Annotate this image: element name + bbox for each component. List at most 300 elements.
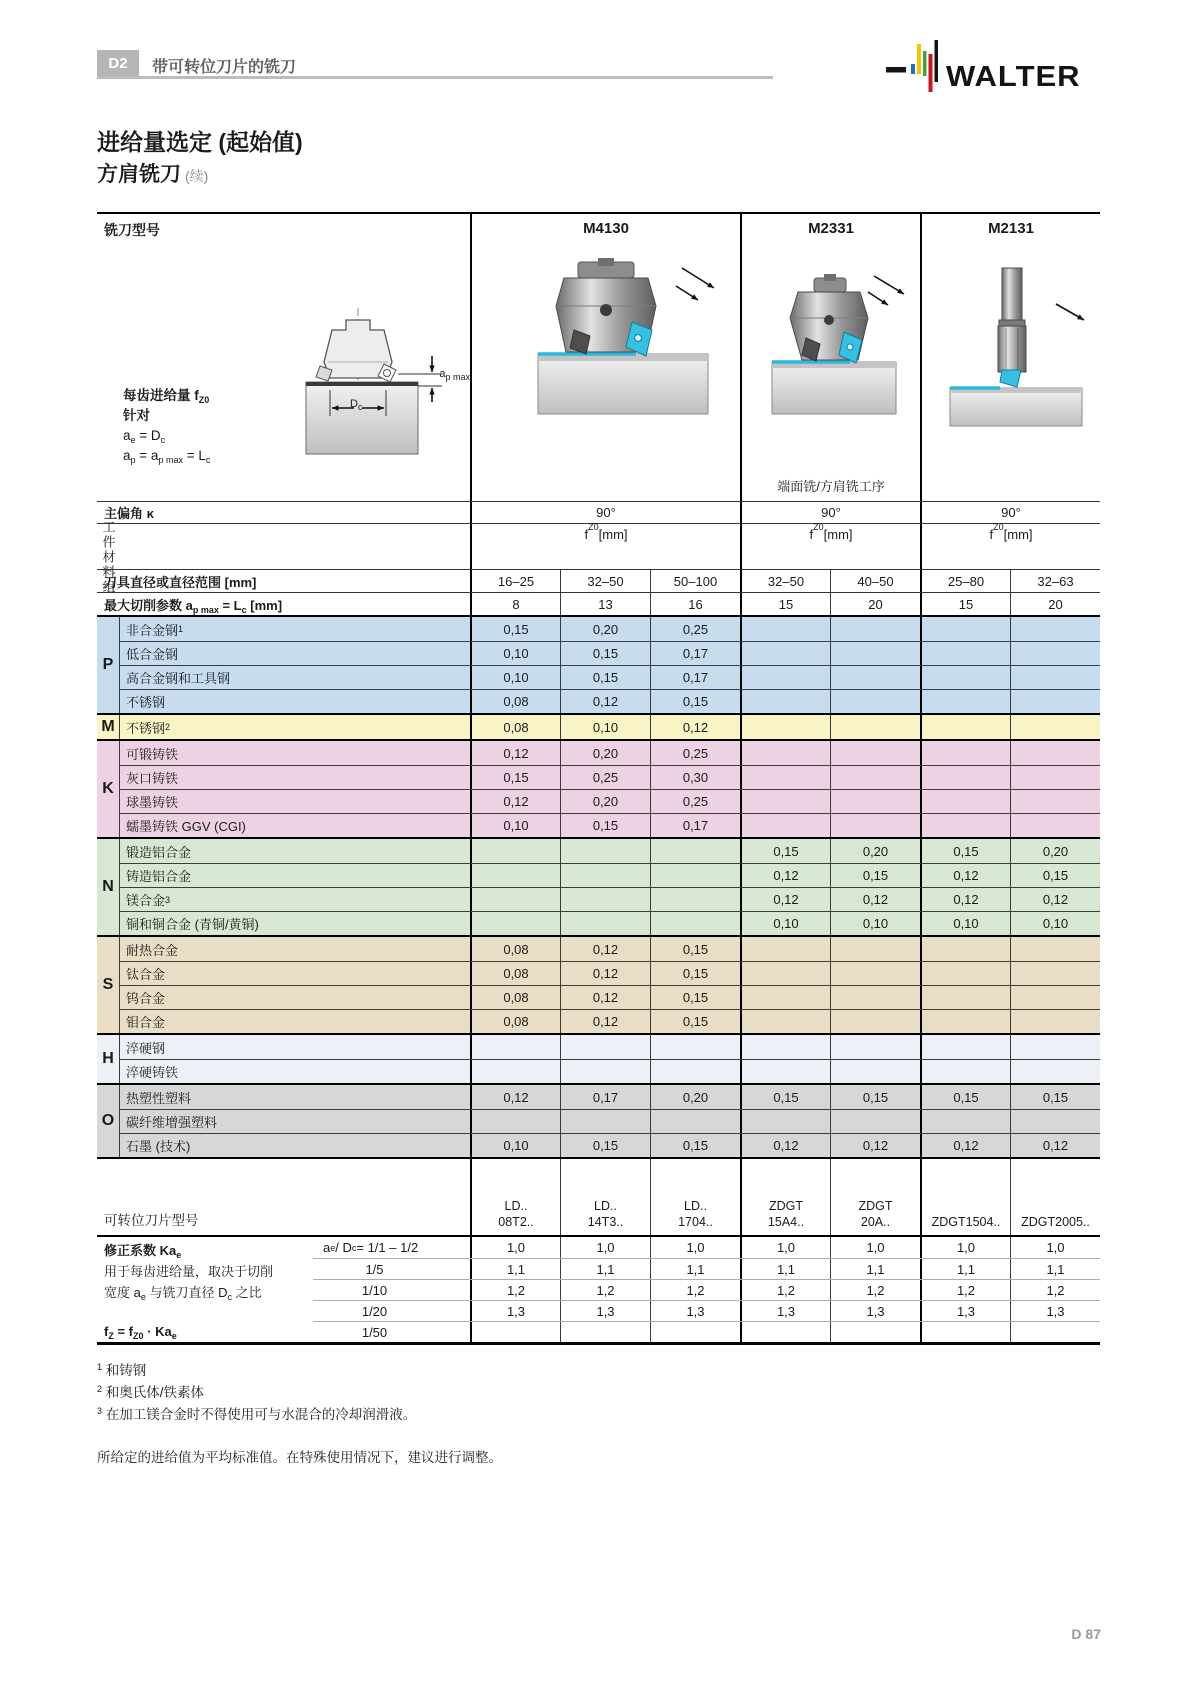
feed-value-cell: 0,15 <box>470 766 560 789</box>
apmax-value: 15 <box>920 593 1010 615</box>
material-row <box>119 1109 1100 1133</box>
approach-angle-value: 90° <box>470 502 740 523</box>
material-row <box>119 911 1100 935</box>
feed-value-cell <box>1010 814 1100 837</box>
kae-value-cell: 1,2 <box>650 1280 740 1300</box>
model-name: M2331 <box>808 220 854 237</box>
insert-type-cell: LD.. 14T3.. <box>560 1159 650 1235</box>
group-letter: O <box>101 1112 115 1129</box>
kae-value-cell <box>650 1322 740 1342</box>
material-name: 铸造铝合金 <box>119 864 470 887</box>
diameter-row <box>97 570 1100 593</box>
feed-value-cell: 0,12 <box>470 1085 560 1109</box>
feed-value-cell: 0,12 <box>1010 888 1100 911</box>
material-name: 钼合金 <box>119 1010 470 1033</box>
group-letter: H <box>102 1050 114 1067</box>
material-row <box>119 689 1100 713</box>
group-letter: M <box>101 718 115 735</box>
material-name: 钨合金 <box>119 986 470 1009</box>
feed-value-cell: 0,08 <box>470 1010 560 1033</box>
feed-value-cell: 0,20 <box>560 617 650 641</box>
feed-value-cell <box>740 1035 830 1059</box>
approach-angle-row <box>97 502 1100 524</box>
diameter-range-value: 25–80 <box>920 570 1010 592</box>
material-name: 石墨 (技术) <box>119 1134 470 1157</box>
feed-value-cell <box>920 1060 1010 1083</box>
feed-value-cell <box>1010 937 1100 961</box>
feed-value-cell <box>920 690 1010 713</box>
material-group-side-label: 工件材料组 <box>100 519 116 595</box>
material-row <box>119 1133 1100 1157</box>
feed-value-cell <box>740 1010 830 1033</box>
kae-value-cell: 1,3 <box>920 1301 1010 1321</box>
material-name: 钛合金 <box>119 962 470 985</box>
ae-dc-ratio: 1/10 <box>361 1282 388 1298</box>
kae-value-cell: 1,3 <box>470 1301 560 1321</box>
material-name: 不锈钢 <box>119 690 470 713</box>
feed-value-cell: 0,30 <box>650 766 740 789</box>
feed-value-cell <box>740 1060 830 1083</box>
feed-value-cell <box>1010 666 1100 689</box>
feed-value-cell <box>470 1110 560 1133</box>
schematic-drawing <box>266 304 466 489</box>
feed-value-cell: 0,15 <box>830 1085 920 1109</box>
kae-value-cell: 1,0 <box>470 1237 560 1258</box>
feed-value-cell: 0,12 <box>470 741 560 765</box>
feed-value-cell <box>830 790 920 813</box>
fz0-unit-label: f Z0 [mm] <box>920 524 1100 569</box>
kae-value-cell: 1,1 <box>1010 1259 1100 1279</box>
apmax-label: 最大切削参数 $a_{p max} = L_c$ [mm] <box>104 597 283 615</box>
feed-value-cell <box>560 1060 650 1083</box>
kae-value-cell: 1,3 <box>650 1301 740 1321</box>
feed-value-cell <box>740 790 830 813</box>
material-name: 低合金钢 <box>119 642 470 665</box>
feed-value-cell <box>740 666 830 689</box>
material-row <box>119 937 1100 961</box>
kae-row <box>313 1321 1100 1342</box>
feed-value-cell: 0,08 <box>470 715 560 739</box>
brand-name: WALTER <box>946 60 1081 93</box>
kae-value-cell: 1,2 <box>560 1280 650 1300</box>
model-name: M2131 <box>988 220 1034 237</box>
feed-value-cell: 0,20 <box>830 839 920 863</box>
feed-value-cell: 0,12 <box>920 888 1010 911</box>
feed-value-cell: 0,17 <box>650 642 740 665</box>
feed-value-cell <box>920 1110 1010 1133</box>
kae-value-cell: 1,3 <box>1010 1301 1100 1321</box>
feed-value-cell: 0,08 <box>470 937 560 961</box>
feed-value-cell: 0,12 <box>1010 1134 1100 1157</box>
feed-value-cell <box>830 937 920 961</box>
feed-value-cell: 0,15 <box>560 814 650 837</box>
feed-value-cell <box>1010 766 1100 789</box>
feed-value-cell <box>830 1035 920 1059</box>
kae-row <box>313 1279 1100 1300</box>
ae-dc-ratio: a e / D c = 1/1 – 1/2 <box>323 1240 419 1255</box>
material-row <box>119 741 1100 765</box>
feed-value-cell <box>920 617 1010 641</box>
apmax-value: 20 <box>830 593 920 615</box>
feed-value-cell: 0,08 <box>470 690 560 713</box>
cutter-type-label: 铣刀型号 <box>104 222 160 238</box>
feed-value-cell <box>1010 790 1100 813</box>
kae-description-1: 用于每齿进给量，取决于切削 <box>104 1264 274 1279</box>
kae-value-cell: 1,2 <box>920 1280 1010 1300</box>
feed-value-cell <box>1010 642 1100 665</box>
material-name: 可锻铸铁 <box>119 741 470 765</box>
feed-value-cell: 0,20 <box>650 1085 740 1109</box>
apmax-value: 13 <box>560 593 650 615</box>
feed-value-cell <box>830 642 920 665</box>
material-name: 蠕墨铸铁 GGV (CGI) <box>119 814 470 837</box>
feed-value-cell: 0,17 <box>560 1085 650 1109</box>
feed-rate-table <box>97 212 1100 1345</box>
feed-value-cell <box>560 912 650 935</box>
feed-value-cell <box>650 864 740 887</box>
material-name: 热塑性塑料 <box>119 1085 470 1109</box>
feed-value-cell <box>470 888 560 911</box>
fz0-header-row <box>97 524 1100 570</box>
approach-angle-value: 90° <box>740 502 920 523</box>
kae-value-cell: 1,3 <box>740 1301 830 1321</box>
correction-factor-section <box>97 1237 1100 1345</box>
kae-value-cell: 1,3 <box>560 1301 650 1321</box>
kae-title: 修正系数 $Ka_e$ <box>104 1243 182 1260</box>
kae-row <box>313 1237 1100 1258</box>
feed-value-cell <box>920 715 1010 739</box>
model-column-M4130 <box>470 214 740 501</box>
material-name: 不锈钢 2 <box>119 715 470 739</box>
material-row <box>119 863 1100 887</box>
diameter-range-value: 32–50 <box>740 570 830 592</box>
material-row <box>119 789 1100 813</box>
model-name: M4130 <box>583 220 629 237</box>
feed-value-cell <box>650 839 740 863</box>
ae-dc-ratio: 1/20 <box>361 1303 388 1319</box>
group-letter: K <box>102 780 114 797</box>
material-row <box>119 1085 1100 1109</box>
feed-value-cell: 0,10 <box>470 1134 560 1157</box>
material-group-O <box>97 1083 1100 1157</box>
apmax-row <box>97 593 1100 615</box>
material-group-S <box>97 935 1100 1033</box>
feed-value-cell: 0,15 <box>740 1085 830 1109</box>
material-row <box>119 1059 1100 1083</box>
feed-value-cell <box>920 1035 1010 1059</box>
feed-value-cell <box>1010 690 1100 713</box>
feed-value-cell: 0,08 <box>470 962 560 985</box>
feed-value-cell <box>1010 962 1100 985</box>
kae-row <box>313 1258 1100 1279</box>
kae-value-cell <box>830 1322 920 1342</box>
cutter-illustration <box>922 237 1100 501</box>
feed-value-cell <box>470 912 560 935</box>
dc-dimension-label: $D_c$ <box>350 398 363 412</box>
kae-value-cell: 1,2 <box>470 1280 560 1300</box>
feed-value-cell: 0,08 <box>470 986 560 1009</box>
feed-value-cell: 0,15 <box>1010 864 1100 887</box>
feed-value-cell: 0,15 <box>650 986 740 1009</box>
model-header-row <box>97 214 1100 502</box>
material-name: 非合金钢 1 <box>119 617 470 641</box>
material-row <box>119 813 1100 837</box>
footnote-3: $^3$ 在加工镁合金时不得使用可与水混合的冷却润滑液。 <box>97 1406 417 1422</box>
feed-value-cell <box>740 690 830 713</box>
material-group-H <box>97 1033 1100 1083</box>
feed-value-cell <box>560 839 650 863</box>
feed-value-cell <box>1010 1035 1100 1059</box>
group-letter: S <box>102 976 114 993</box>
material-row <box>119 1035 1100 1059</box>
feed-value-cell <box>740 766 830 789</box>
cutter-photo-m4130 <box>486 252 726 487</box>
feed-value-cell: 0,15 <box>920 1085 1010 1109</box>
feed-value-cell <box>920 814 1010 837</box>
feed-value-cell <box>470 864 560 887</box>
feed-value-cell: 0,12 <box>830 888 920 911</box>
material-group-K <box>97 739 1100 837</box>
insert-row <box>97 1157 1100 1237</box>
group-letter: N <box>102 878 114 895</box>
material-row <box>119 1009 1100 1033</box>
feed-value-cell: 0,15 <box>650 962 740 985</box>
walter-logo-bars <box>886 40 944 92</box>
material-name: 铜和铜合金 (青铜/黄铜) <box>119 912 470 935</box>
material-group-M <box>97 713 1100 739</box>
feed-value-cell: 0,12 <box>830 1134 920 1157</box>
apmax-value: 16 <box>650 593 740 615</box>
kae-value-cell <box>560 1322 650 1342</box>
feed-value-cell: 0,25 <box>650 617 740 641</box>
feed-value-cell: 0,12 <box>740 888 830 911</box>
kae-value-cell: 1,2 <box>1010 1280 1100 1300</box>
material-row <box>119 617 1100 641</box>
kae-value-cell: 1,1 <box>920 1259 1010 1279</box>
feed-value-cell <box>830 741 920 765</box>
diameter-range-value: 50–100 <box>650 570 740 592</box>
kae-value-cell: 1,3 <box>830 1301 920 1321</box>
material-row <box>119 887 1100 911</box>
feed-value-cell: 0,25 <box>650 741 740 765</box>
material-row <box>119 665 1100 689</box>
kae-value-cell: 1,0 <box>560 1237 650 1258</box>
feed-value-cell: 0,20 <box>560 741 650 765</box>
insert-type-cell: ZDGT2005.. <box>1010 1159 1100 1235</box>
feed-value-cell <box>1010 1060 1100 1083</box>
material-name: 灰口铸铁 <box>119 766 470 789</box>
feed-value-cell <box>560 1035 650 1059</box>
ap-dimension-label: $a_{p max}$ <box>439 368 470 382</box>
feed-value-cell: 0,15 <box>740 839 830 863</box>
kae-value-cell <box>920 1322 1010 1342</box>
ae-dc-ratio: 1/5 <box>365 1261 384 1277</box>
feed-value-cell <box>1010 1110 1100 1133</box>
feed-value-cell <box>830 715 920 739</box>
feed-value-cell: 0,12 <box>560 962 650 985</box>
kae-value-cell <box>470 1322 560 1342</box>
kae-row <box>313 1300 1100 1321</box>
feed-value-cell <box>920 790 1010 813</box>
feed-value-cell: 0,17 <box>650 666 740 689</box>
feed-value-cell <box>740 617 830 641</box>
feed-value-cell <box>1010 1010 1100 1033</box>
cutter-schematic <box>266 304 470 489</box>
group-letter: P <box>102 656 114 673</box>
diameter-label: 刀具直径或直径范围 [mm] <box>104 574 257 590</box>
feed-value-cell: 0,10 <box>470 666 560 689</box>
material-name: 碳纤维增强塑料 <box>119 1110 470 1133</box>
feed-value-cell <box>830 1060 920 1083</box>
feed-value-cell: 0,15 <box>650 1010 740 1033</box>
feed-value-cell: 0,15 <box>1010 1085 1100 1109</box>
kae-value-cell: 1,1 <box>470 1259 560 1279</box>
material-group-N <box>97 837 1100 935</box>
diameter-range-value: 40–50 <box>830 570 920 592</box>
feed-value-cell <box>830 1010 920 1033</box>
model-column-M2331 <box>740 214 920 501</box>
general-note: 所给定的进给值为平均标准值。在特殊使用情况下，建议进行调整。 <box>97 1450 502 1465</box>
feed-value-cell: 0,20 <box>1010 839 1100 863</box>
feed-value-cell <box>920 937 1010 961</box>
insert-type-cell: LD.. 08T2.. <box>470 1159 560 1235</box>
diameter-range-value: 32–50 <box>560 570 650 592</box>
diameter-range-value: 16–25 <box>470 570 560 592</box>
feed-value-cell: 0,12 <box>740 1134 830 1157</box>
feed-value-cell <box>830 986 920 1009</box>
feed-definition-text: 每齿进给量 $f_{Z0}$ 针对 $a_e = D_c$ $a_p = a_{p max} = L_c$ <box>123 388 211 465</box>
feed-value-cell <box>830 814 920 837</box>
feed-value-cell: 0,12 <box>650 715 740 739</box>
feed-value-cell <box>1010 617 1100 641</box>
kae-formula: $f_Z = f_{Z0} \cdot Ka_e$ <box>104 1324 177 1341</box>
approach-angle-value: 90° <box>920 502 1100 523</box>
page-title: 进给量选定 (起始值) <box>97 129 303 155</box>
footnote-1: $^1$ 和铸钢 <box>97 1362 147 1378</box>
feed-value-cell <box>1010 715 1100 739</box>
chapter-title: 带可转位刀片的铣刀 <box>152 59 297 76</box>
header-rule <box>97 76 773 79</box>
section-badge: D2 <box>97 50 139 76</box>
kae-value-cell: 1,0 <box>650 1237 740 1258</box>
feed-value-cell <box>650 1110 740 1133</box>
insert-type-cell: ZDGT1504.. <box>920 1159 1010 1235</box>
page-number: D 87 <box>1071 1626 1101 1642</box>
feed-value-cell <box>740 986 830 1009</box>
kae-value-cell: 1,1 <box>560 1259 650 1279</box>
feed-value-cell: 0,15 <box>650 690 740 713</box>
feed-value-cell: 0,12 <box>560 937 650 961</box>
apmax-value: 8 <box>470 593 560 615</box>
feed-value-cell <box>920 1010 1010 1033</box>
feed-value-cell: 0,10 <box>920 912 1010 935</box>
kae-value-cell: 1,0 <box>830 1237 920 1258</box>
feed-value-cell: 0,12 <box>560 986 650 1009</box>
feed-value-cell: 0,12 <box>470 790 560 813</box>
insert-type-cell: ZDGT 20A.. <box>830 1159 920 1235</box>
material-name: 淬硬钢 <box>119 1035 470 1059</box>
model-column-M2131 <box>920 214 1100 501</box>
feed-value-cell: 0,10 <box>830 912 920 935</box>
kae-value-cell: 1,2 <box>830 1280 920 1300</box>
kae-value-cell <box>1010 1322 1100 1342</box>
diameter-range-value: 32–63 <box>1010 570 1100 592</box>
material-row <box>119 985 1100 1009</box>
feed-value-cell <box>830 1110 920 1133</box>
feed-value-cell <box>830 766 920 789</box>
feed-value-cell: 0,12 <box>920 1134 1010 1157</box>
feed-value-cell <box>650 1060 740 1083</box>
feed-value-cell <box>650 912 740 935</box>
kae-value-cell: 1,2 <box>740 1280 830 1300</box>
footnotes <box>97 1360 416 1426</box>
fz0-unit-label: f Z0 [mm] <box>740 524 920 569</box>
feed-value-cell: 0,12 <box>920 864 1010 887</box>
feed-value-cell <box>920 666 1010 689</box>
feed-value-cell <box>740 642 830 665</box>
apmax-value: 15 <box>740 593 830 615</box>
feed-value-cell: 0,10 <box>470 814 560 837</box>
material-name: 耐热合金 <box>119 937 470 961</box>
cutter-illustration <box>472 237 740 501</box>
feed-value-cell <box>920 741 1010 765</box>
material-row <box>119 641 1100 665</box>
feed-value-cell <box>560 1110 650 1133</box>
feed-value-cell <box>1010 986 1100 1009</box>
feed-value-cell <box>830 666 920 689</box>
kae-value-cell: 1,1 <box>740 1259 830 1279</box>
feed-value-cell: 0,12 <box>740 864 830 887</box>
corner-cell <box>97 214 470 501</box>
kae-description-2: 宽度 $a_e$ 与铣刀直径 $D_c$ 之比 <box>104 1285 262 1302</box>
feed-value-cell <box>830 962 920 985</box>
kae-value-cell: 1,1 <box>830 1259 920 1279</box>
feed-value-cell: 0,15 <box>650 937 740 961</box>
kae-value-cell: 1,1 <box>650 1259 740 1279</box>
material-name: 高合金钢和工具钢 <box>119 666 470 689</box>
feed-value-cell: 0,15 <box>920 839 1010 863</box>
feed-value-cell: 0,15 <box>560 666 650 689</box>
approach-angle-label: 主偏角 κ <box>104 506 154 521</box>
feed-value-cell: 0,10 <box>1010 912 1100 935</box>
feed-value-cell <box>920 642 1010 665</box>
kae-value-cell: 1,0 <box>920 1237 1010 1258</box>
feed-value-cell <box>740 741 830 765</box>
kae-value-cell: 1,0 <box>1010 1237 1100 1258</box>
feed-value-cell <box>1010 741 1100 765</box>
feed-value-cell: 0,15 <box>650 1134 740 1157</box>
feed-value-cell <box>470 1060 560 1083</box>
feed-value-cell: 0,17 <box>650 814 740 837</box>
feed-value-cell: 0,25 <box>560 766 650 789</box>
material-name: 淬硬铸铁 <box>119 1060 470 1083</box>
material-row <box>119 715 1100 739</box>
cutter-photo-m2331 <box>746 262 916 477</box>
feed-value-cell <box>740 814 830 837</box>
feed-value-cell <box>560 888 650 911</box>
feed-value-cell <box>650 1035 740 1059</box>
footnote-2: $^2$ 和奥氏体/铁素体 <box>97 1384 205 1400</box>
material-row <box>119 839 1100 863</box>
feed-value-cell <box>740 715 830 739</box>
feed-value-cell <box>650 888 740 911</box>
feed-value-cell: 0,15 <box>830 864 920 887</box>
feed-value-cell: 0,25 <box>650 790 740 813</box>
feed-value-cell: 0,15 <box>560 1134 650 1157</box>
feed-value-cell <box>470 839 560 863</box>
feed-value-cell <box>920 986 1010 1009</box>
kae-value-cell: 1,0 <box>740 1237 830 1258</box>
